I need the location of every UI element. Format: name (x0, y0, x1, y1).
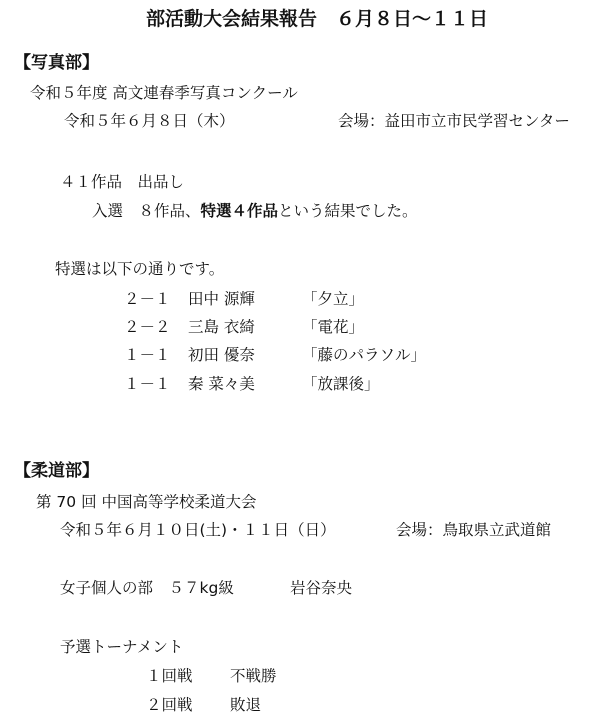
award-work-title: 「放課後」 (302, 375, 380, 393)
judo-contest-venue: 会場：鳥取県立武道館 (396, 521, 552, 539)
judo-contest-name: 第 70 回 中国高等学校柔道大会 (36, 493, 257, 511)
judo-prelim-label: 予選トーナメント (60, 638, 184, 656)
judo-athlete: 岩谷奈央 (290, 579, 353, 597)
photo-result-suffix: という結果でした。 (278, 202, 418, 220)
photo-result-prefix: 入選 ８作品、 (92, 202, 201, 220)
award-student: 三島 衣綺 (188, 318, 255, 336)
judo-round: １回戦 (146, 667, 193, 685)
award-work-title: 「夕立」 (302, 290, 365, 308)
photo-contest-date: 令和５年６月８日（木） (64, 112, 235, 130)
judo-club-heading: 【柔道部】 (14, 461, 99, 481)
award-student: 田中 源輝 (188, 290, 255, 308)
award-student: 初田 優奈 (188, 346, 255, 364)
award-work-title: 「藤のパラソル」 (302, 346, 427, 364)
special-award-intro: 特選は以下の通りです。 (55, 260, 225, 278)
photo-club-heading: 【写真部】 (14, 53, 99, 73)
award-class: ２－２ (124, 318, 171, 336)
judo-event: 女子個人の部 ５７kg級 (60, 579, 234, 597)
award-class: １－１ (124, 375, 171, 393)
photo-contest-venue: 会場：益田市立市民学習センター (338, 112, 570, 130)
photo-contest-name: 令和５年度 高文連春季写真コンクール (30, 84, 298, 102)
award-work-title: 「電花」 (302, 318, 365, 336)
award-student: 秦 菜々美 (188, 375, 255, 393)
award-class: １－１ (124, 346, 171, 364)
page-title: 部活動大会結果報告 ６月８日～１１日 (146, 8, 489, 30)
judo-round-result: 敗退 (230, 696, 262, 714)
photo-entries: ４１作品 出品し (60, 173, 185, 191)
judo-round: ２回戦 (146, 696, 193, 714)
judo-contest-date: 令和５年６月１０日(土)・１１日（日） (60, 521, 336, 539)
photo-result-highlight: 特選４作品 (200, 202, 279, 220)
judo-round-result: 不戦勝 (230, 667, 277, 685)
award-class: ２－１ (124, 290, 171, 308)
photo-result (92, 204, 418, 220)
